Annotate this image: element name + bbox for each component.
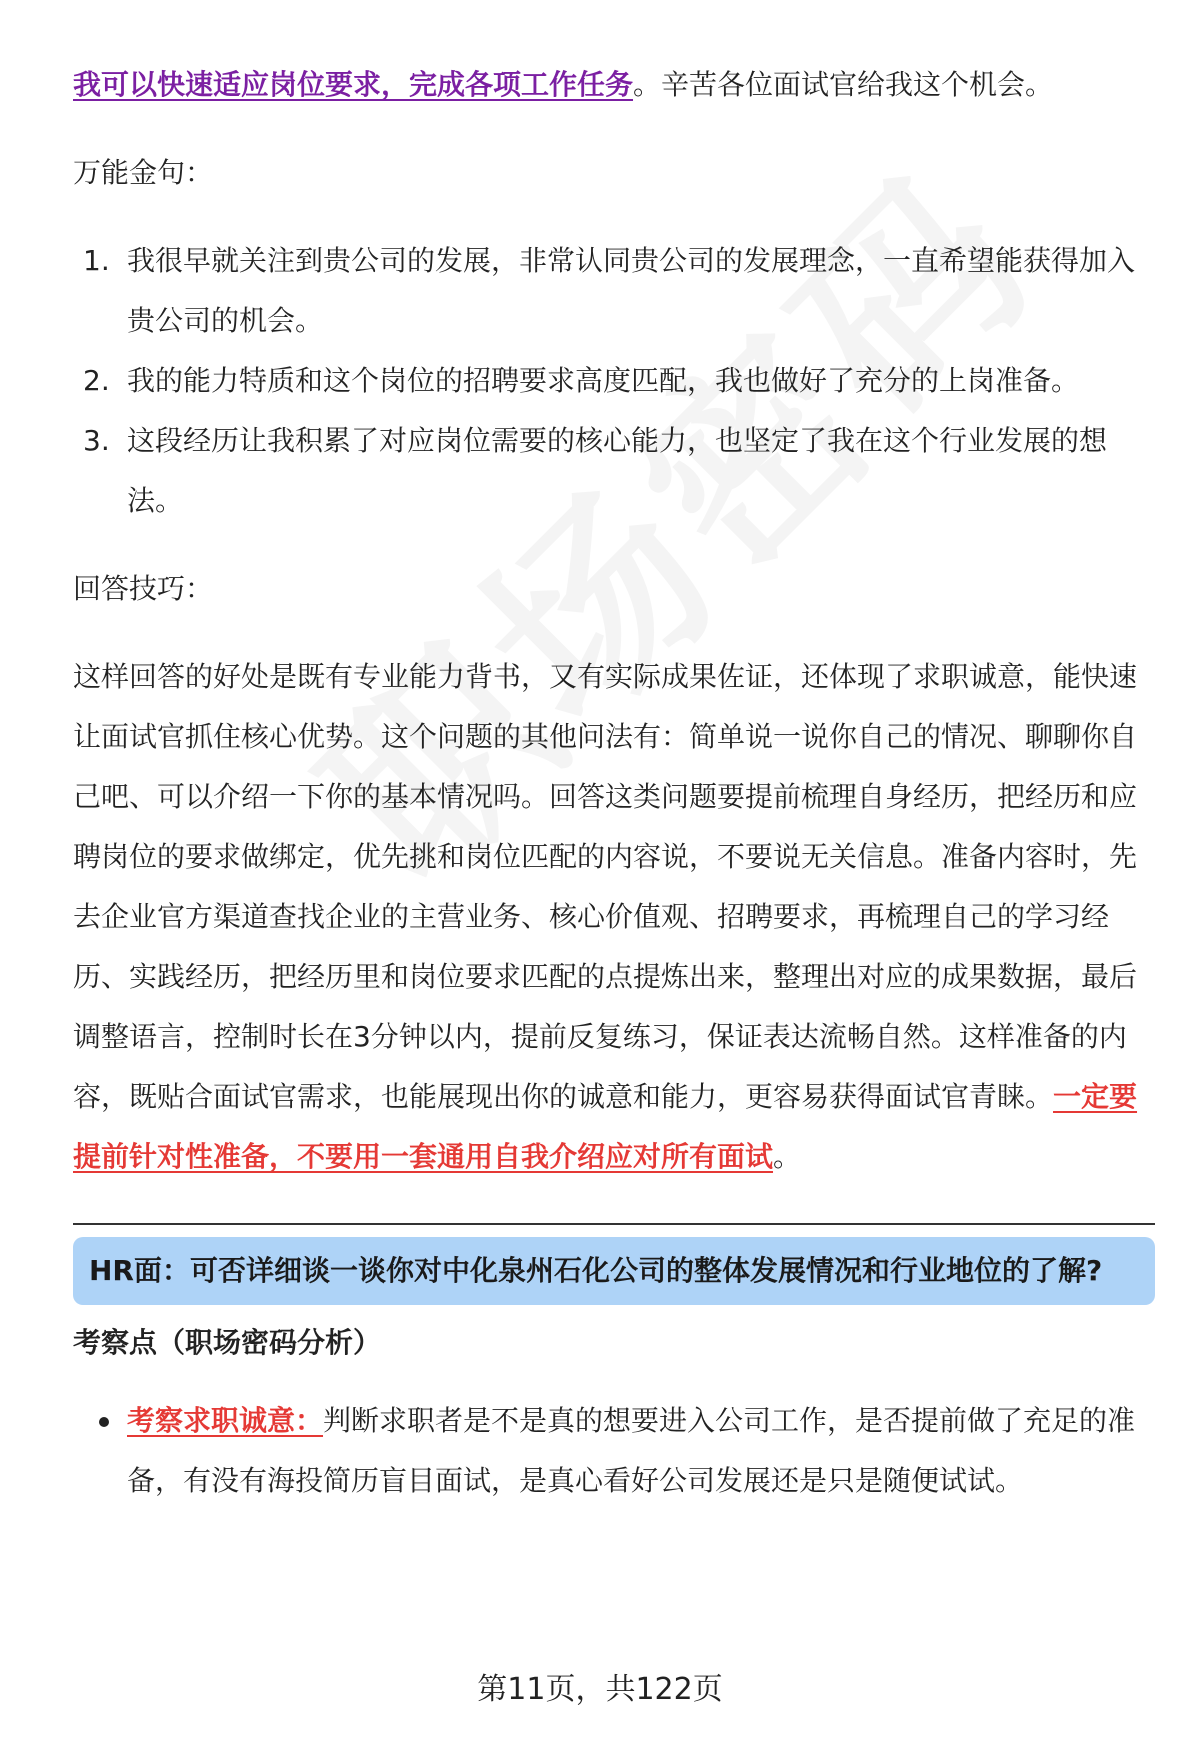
intro-rest: 。辛苦各位面试官给我这个机会。 <box>633 68 1054 101</box>
tips-highlight: 一定要提前针对性准备，不要用一套通用自我介绍应对所有面试 <box>73 1080 1138 1173</box>
page-footer: 第11页，共122页 <box>477 1672 723 1707</box>
point-label: 考察求职诚意： <box>127 1404 324 1437</box>
list-number: 2. <box>83 364 110 397</box>
list-number: 1. <box>83 244 110 277</box>
tips-end: 。 <box>773 1140 802 1173</box>
tips-body: 这样回答的好处是既有专业能力背书，又有实际成果佐证，还体现了求职诚意，能快速让面试官抓住核心优势。这个问题的其他问法有：简单说一说你自己的情况、聊聊你自己吧、可以介绍一下你的基本情况吗。回答这类问题要提前梳理自身经历，把经历和应聘岗位的要求做绑定，优先挑和岗位匹配的内容说，不要说无关信息。准备内容时，先去企业官方渠道查找企业的主营业务、核心价值观、招聘要求，再梳理自己的学习经历、实践经历，把经历里和岗位要求匹配的点提炼出来，整理出对应的成果数据，最后调整语言，控制时长在3分钟以内，提前反复练习，保证表达流畅自然。这样准备的内容，既贴合面试官需求，也能展现出你的诚意和能力，更容易获得面试官青睐。 <box>73 660 1138 1113</box>
list-item <box>73 231 1155 351</box>
intro-highlight: 我可以快速适应岗位要求，完成各项工作任务 <box>73 68 634 101</box>
list-text: 我的能力特质和这个岗位的招聘要求高度匹配，我也做好了充分的上岗准备。 <box>127 364 1080 397</box>
points-list <box>73 1391 1155 1511</box>
list-text: 这段经历让我积累了对应岗位需要的核心能力，也坚定了我在这个行业发展的想法。 <box>127 424 1108 517</box>
hr-question-box: HR面：可否详细谈一谈你对中化泉州石化公司的整体发展情况和行业地位的了解? <box>73 1237 1155 1305</box>
golden-list <box>73 231 1155 531</box>
list-item <box>73 351 1155 411</box>
points-title: 考察点（职场密码分析） <box>73 1326 382 1359</box>
intro-paragraph <box>73 55 1155 115</box>
tips-paragraph <box>73 647 1155 1187</box>
tips-label: 回答技巧： <box>73 572 214 605</box>
point-text: 判断求职者是不是真的想要进入公司工作，是否提前做了充足的准备，有没有海投简历盲目面试，是真心看好公司发展还是只是随便试试。 <box>127 1404 1136 1497</box>
list-text: 我很早就关注到贵公司的发展，非常认同贵公司的发展理念，一直希望能获得加入贵公司的机会。 <box>127 244 1136 337</box>
list-item <box>73 411 1155 531</box>
list-number: 3. <box>83 424 110 457</box>
list-item <box>73 1391 1155 1511</box>
golden-label: 万能金句： <box>73 156 214 189</box>
section-divider <box>73 1223 1155 1225</box>
content-area <box>73 55 1155 1511</box>
bullet-dot-icon <box>99 1417 109 1427</box>
